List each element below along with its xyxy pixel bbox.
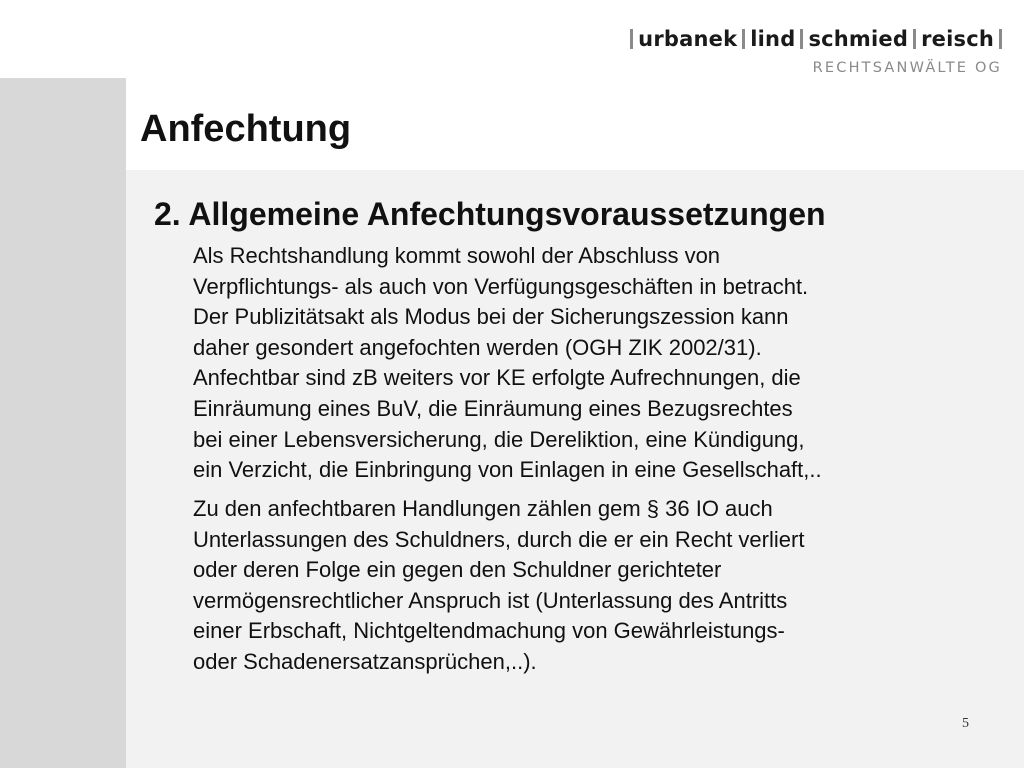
slide-subtitle: 2. Allgemeine Anfechtungsvoraussetzungen [154,196,826,232]
logo-separator [913,29,916,49]
logo-name-lind: lind [750,27,796,51]
logo-name-reisch: reisch [921,27,994,51]
paragraph-line: ein Verzicht, die Einbringung von Einlagen in eine Gesellschaft,.. [193,457,822,483]
paragraph-line: Der Publizitätsakt als Modus bei der Sicherungszession kann [193,304,789,330]
logo-name-urbanek: urbanek [638,27,738,51]
law-firm-logo [630,24,1002,76]
paragraph-line: Anfechtbar sind zB weiters vor KE erfolgte Aufrechnungen, die [193,365,801,391]
paragraph-line: vermögensrechtlicher Anspruch ist (Unterlassung des Antritts [193,587,788,613]
paragraph-line: Zu den anfechtbaren Handlungen zählen gem § 36 IO auch [193,496,773,521]
slide-title: Anfechtung [140,108,352,150]
paragraph-line: Verpflichtungs- als auch von Verfügungsgeschäften in betracht. [193,273,809,299]
logo-separator [630,29,633,49]
paragraph-line: einer Erbschaft, Nichtgeltendmachung von Gewährleistungs- [193,618,785,644]
logo-partner-names [630,24,1002,54]
logo-separator [999,29,1002,49]
paragraph-line: bei einer Lebensversicherung, die Dereliktion, eine Kündigung, [193,426,805,452]
paragraph-line: oder deren Folge ein gegen den Schuldner gerichteter [193,557,722,583]
page-number: 5 [962,716,969,731]
logo-name-schmied: schmied [808,27,909,51]
paragraph-line: oder Schadenersatzansprüchen,..). [193,648,537,674]
paragraph-line: Einräumung eines BuV, die Einräumung eines Bezugsrechtes [193,395,793,421]
paragraph-line: Unterlassungen des Schuldners, durch die er ein Recht verliert [193,526,805,552]
logo-separator [742,29,745,49]
body-paragraph-2 [193,494,1005,678]
paragraph-line: daher gesondert angefochten werden (OGH ZIK 2002/31). [193,334,762,360]
paragraph-line: Als Rechtshandlung kommt sowohl der Abschluss von [193,243,721,268]
logo-separator [800,29,803,49]
logo-subtitle: RECHTSANWÄLTE OG [812,60,1002,76]
left-decorative-bar [0,78,126,768]
body-paragraph-1 [193,241,1005,486]
